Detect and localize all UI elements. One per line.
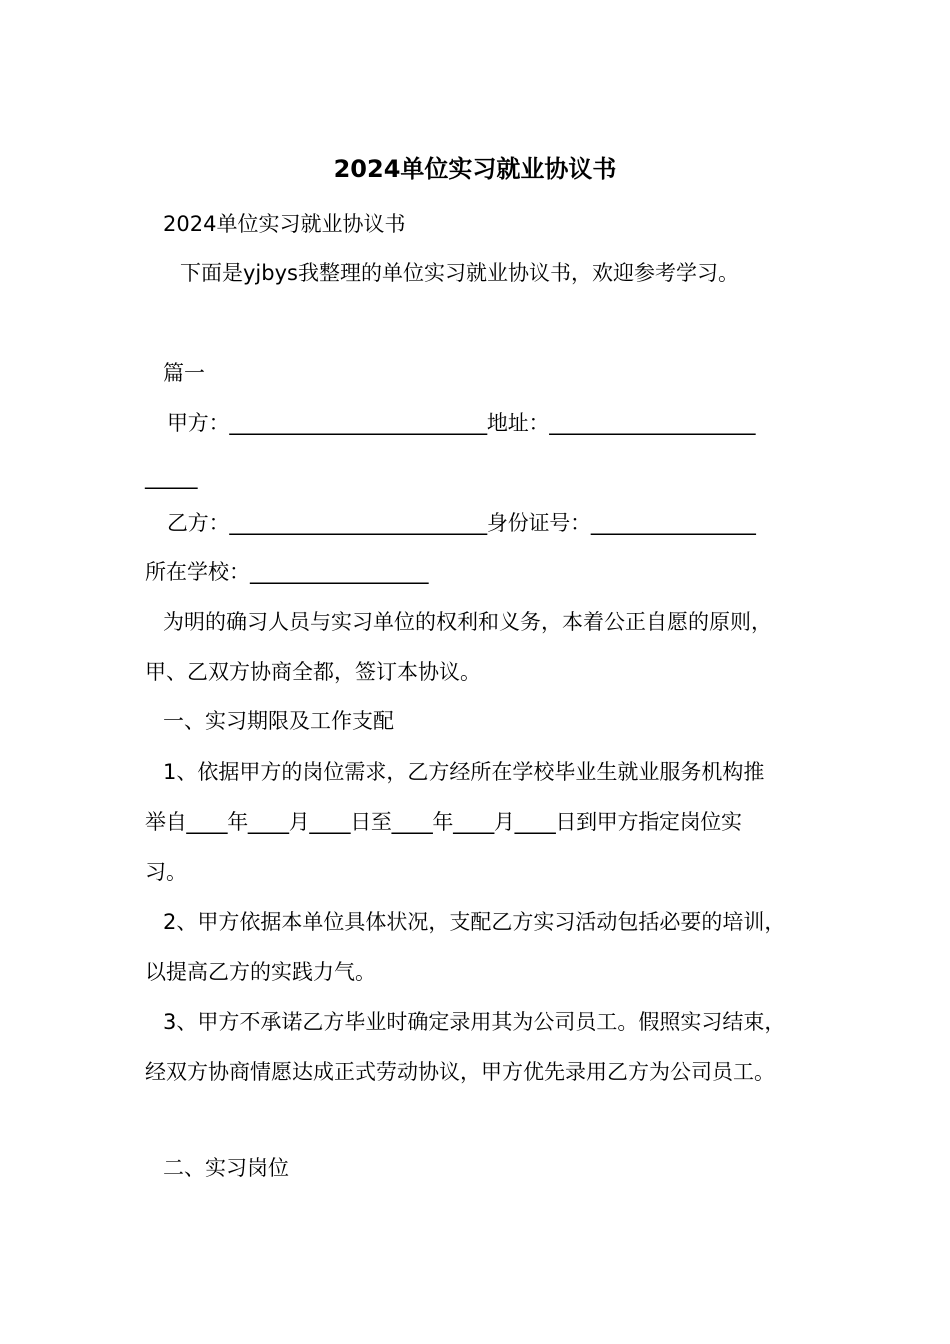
purpose-line-1: 为明的确习人员与实习单位的权利和义务，本着公正自愿的原则，: [163, 610, 772, 634]
item-1-line-2: 举自____年____月____日至____年____月____日到甲方指定岗位实: [145, 810, 742, 834]
school-line: 所在学校：_________________: [145, 560, 429, 584]
item-2-line-1: 2、甲方依据本单位具体状况，支配乙方实习活动包括必要的培训，: [163, 910, 786, 934]
section-heading-1: 一、实习期限及工作支配: [163, 709, 394, 733]
item-3-line-2: 经双方协商情愿达成正式劳动协议，甲方优先录用乙方为公司员工。: [145, 1060, 775, 1084]
purpose-line-2: 甲、乙双方协商全都，签订本协议。: [145, 660, 481, 684]
party-a-line-cont: _____: [145, 465, 198, 489]
item-2-line-2: 以提高乙方的实践力气。: [145, 960, 376, 984]
party-b-line: 乙方：_________________________身份证号：________________: [167, 511, 756, 535]
item-1-line-3: 习。: [145, 860, 187, 884]
intro-paragraph: 下面是yjbys我整理的单位实习就业协议书，欢迎参考学习。: [180, 261, 739, 285]
section-heading-2: 二、实习岗位: [163, 1156, 289, 1180]
item-3-line-1: 3、甲方不承诺乙方毕业时确定录用其为公司员工。假照实习结束，: [163, 1010, 786, 1034]
party-a-line: 甲方：_________________________地址：____________________: [167, 411, 756, 435]
document-title: 2024单位实习就业协议书: [333, 155, 617, 183]
section-label: 篇一: [163, 361, 205, 385]
item-1-line-1: 1、依据甲方的岗位需求，乙方经所在学校毕业生就业服务机构推: [163, 760, 765, 784]
document-subtitle: 2024单位实习就业协议书: [163, 212, 406, 236]
